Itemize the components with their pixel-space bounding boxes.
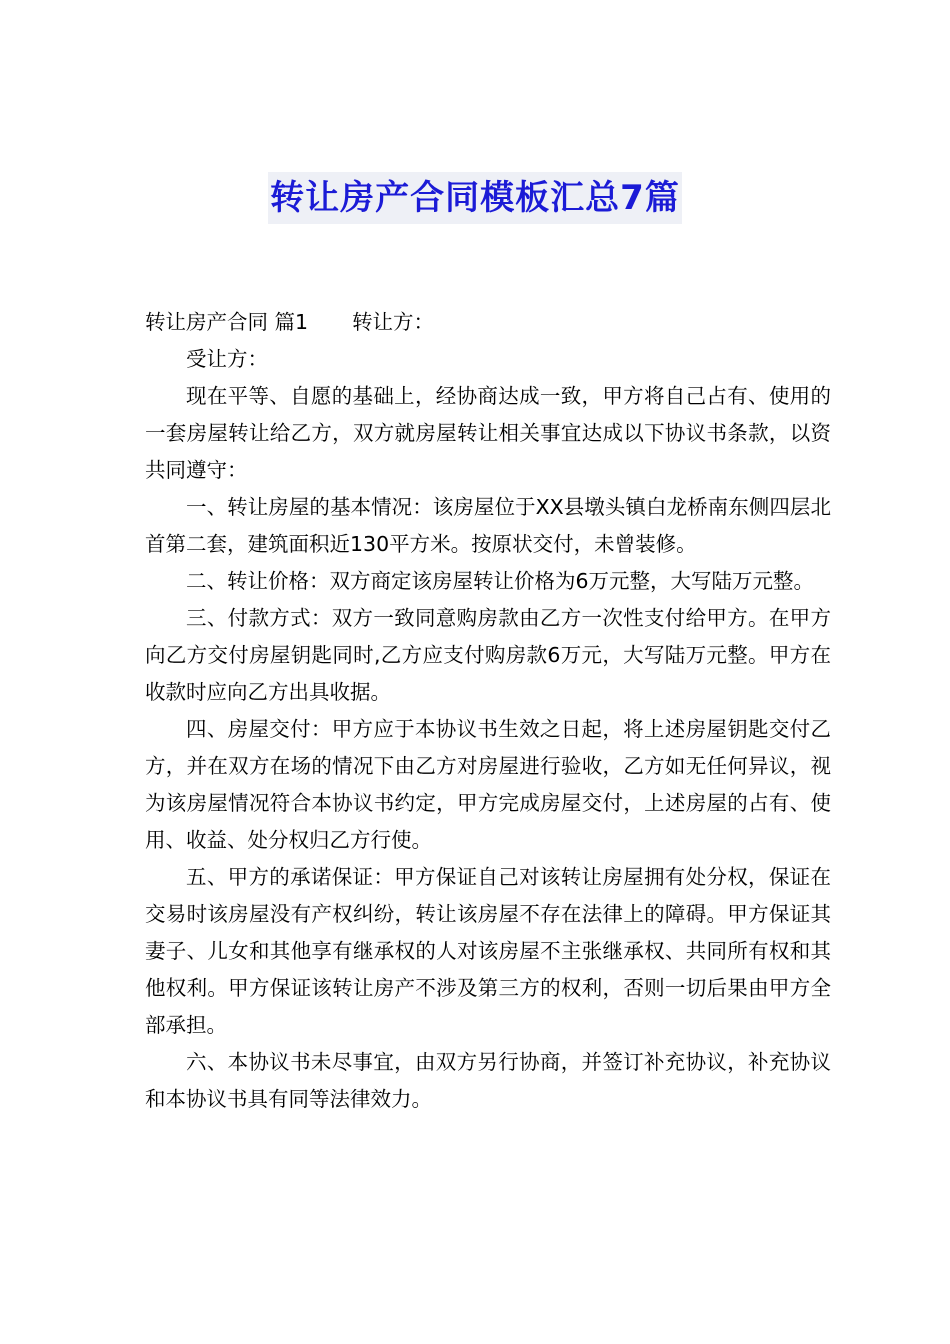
- document-body: [145, 304, 831, 1118]
- paragraph-clause-4: 四、房屋交付：甲方应于本协议书生效之日起，将上述房屋钥匙交付乙方，并在双方在场的情况下由乙方对房屋进行验收，乙方如无任何异议，视为该房屋情况符合本协议书约定，甲方完成房屋交付，上述房屋的占有、使用、收益、处分权归乙方行使。: [145, 717, 831, 852]
- section-heading: 转让房产合同 篇1: [145, 310, 309, 334]
- paragraph-clause-5: 五、甲方的承诺保证：甲方保证自己对该转让房屋拥有处分权，保证在交易时该房屋没有产权纠纷，转让该房屋不存在法律上的障碍。甲方保证其妻子、儿女和其他享有继承权的人对该房屋不主张继承权、共同所有权和其他权利。甲方保证该转让房产不涉及第三方的权利，否则一切后果由甲方全部承担。: [145, 865, 831, 1037]
- paragraph-clause-1: 一、转让房屋的基本情况：该房屋位于XX县墩头镇白龙桥南东侧四层北首第二套，建筑面积近130平方米。按原状交付，未曾装修。: [145, 495, 831, 556]
- paragraph-clause-3: 三、付款方式：双方一致同意购房款由乙方一次性支付给甲方。在甲方向乙方交付房屋钥匙同时,乙方应支付购房款6万元，大写陆万元整。甲方在收款时应向乙方出具收据。: [145, 606, 831, 704]
- paragraph-clause-2: 二、转让价格：双方商定该房屋转让价格为6万元整，大写陆万元整。: [186, 569, 815, 593]
- paragraph-clause-6: 六、本协议书未尽事宜，由双方另行协商，并签订补充协议，补充协议和本协议书具有同等法律效力。: [145, 1050, 831, 1111]
- transferor-label: 转让方：: [352, 310, 435, 334]
- title-container: [0, 172, 950, 224]
- section-heading-line: [145, 304, 831, 341]
- transferee-label: 受让方：: [186, 347, 268, 371]
- document-title: 转让房产合同模板汇总7篇: [268, 172, 682, 224]
- paragraph-intro: 现在平等、自愿的基础上，经协商达成一致，甲方将自己占有、使用的一套房屋转让给乙方，双方就房屋转让相关事宜达成以下协议书条款，以资共同遵守：: [145, 384, 831, 482]
